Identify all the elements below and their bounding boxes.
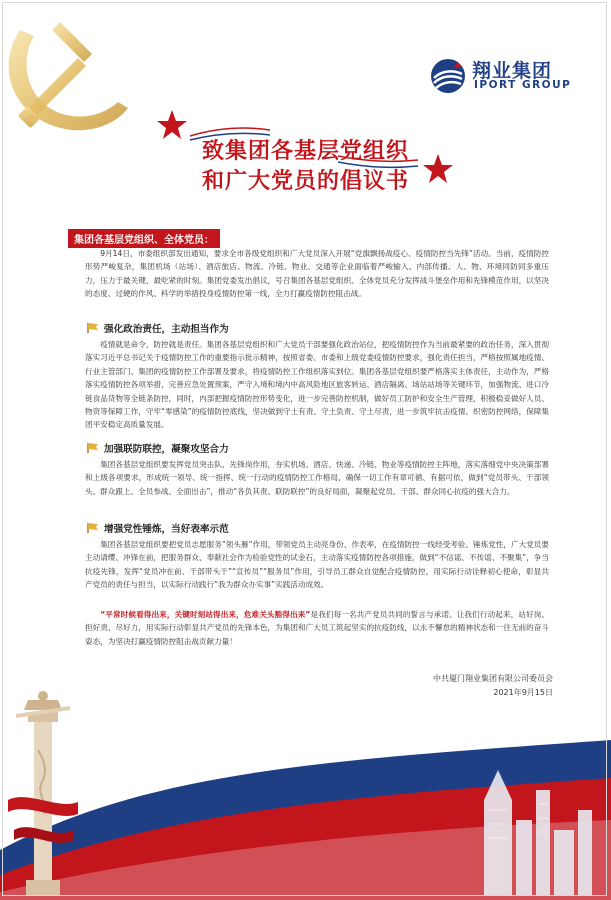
salutation-badge: 集团各基层党组织、全体党员： [68, 229, 220, 248]
intro-paragraph: 9月14日，市委组织部发出通知，要求全市各级党组织和广大党员深入开展“党旗飘扬战疫心、疫情防控当先锋”活动。当前，疫情防控形势严峻复杂，集团机场（站场）、酒店旅店、物流、冷链、物业、交通等企业面临着严峻输入、内部传播、人、物、环境同防同多重压力，压力于最关键、最吃紧的时刻。集团党委发出倡议，号召集团各基层党组织、全体党员充分发挥战斗堡垒作用和先锋模范作用，以坚决的态度、过硬的作风、科学的举措投身疫情防控第一线，全力打赢疫情防控阻击战。 [85, 249, 549, 299]
closing-body: 是我们每一名共产党员共同的誓言与承诺。让我们行动起来，站好岗、担好责、尽好力，用实际行动彰显共产党员的先锋本色，为集团和广大员工筑起坚实的抗疫防线，以永不懈怠的精神状态和一往无前的奋斗姿态，为坚决打赢疫情防控阻击战贡献力量！ [85, 610, 549, 646]
title-line-2: 和广大党员的倡议书 [201, 168, 409, 194]
section-3-heading [86, 521, 229, 535]
section-3-body: 集团各基层党组织要把党员志愿服务“领头雁”作用，带领党员主动亮身份、作表率，在疫情防控一线经受考验、锤炼党性，广大党员要主动请缨、冲锋在前，把服务群众、奉献社会作为检验党性的试金石，主动落实疫情防控各项措施，做到“不信谣、不传谣、不聚集”，争当抗疫先锋，发挥“党员冲在前、干部带头干”“宣传员”“服务员”作用，引导员工群众自觉配合疫情防控，用实际行动诠释初心使命，彰显共产党员的责任与担当，以实际行动践行“我为群众办实事”实践活动成效。 [85, 540, 549, 590]
company-logo-icon [428, 56, 468, 96]
signature-date: 2021年9月15日 [493, 688, 553, 697]
party-emblem-icon [0, 12, 140, 142]
section-1-title: 强化政治责任，主动担当作为 [104, 324, 229, 335]
flag-icon [86, 522, 100, 534]
signature-org: 中共厦门翔业集团有限公司委员会 [433, 674, 553, 683]
company-logo [428, 54, 588, 98]
flag-icon [86, 322, 100, 334]
section-1-heading [86, 321, 229, 335]
signature-block [433, 672, 553, 700]
section-2-title: 加强联防联控，凝聚攻坚合力 [104, 444, 229, 455]
company-name-en: IPORT GROUP [474, 79, 572, 91]
section-2-body: 集团各基层党组织要发挥党员突击队、先锋岗作用，夯实机场、酒店、快递、冷链、物业等疫情防控主阵地，落实落细党中央决策部署和上级各项要求，形成统一领导、统一指挥、统一行动的疫情防控工作格局，确保一切工作有章可循、有据可依，做到“党员带头、干部领头、群众跟上、全员参战、全面出击”，推动“各负其责、联防联控”的良好局面，凝聚起党员、干部、群众同心抗疫的强大合力。 [85, 460, 549, 496]
flag-icon [86, 442, 100, 454]
section-1-body: 疫情就是命令，防控就是责任。集团各基层党组织和广大党员干部要强化政治站位，把疫情防控作为当前最紧要的政治任务，深入贯彻落实习近平总书记关于疫情防控工作的重要指示批示精神，按照省委、市委和上级党委疫情防控要求，强化责任担当，严格按照属地疫情、行业主管部门、集团的疫情防控工作部署及要求，将疫情防控工作组织落实到位。集团各基层党组织要严格落实主体责任，主动作为，严格落实疫情防控各项举措，完善应急处置预案，严守入境和境内中高风险地区旅客转运、酒店隔离、场站站场等关键环节，加强物流、进口冷链食品货物等全链条防控，同时，内部把握疫情防控形势变化，进一步完善防控机制，做好员工防护和安全生产管理，积极稳妥做好人员、物资等保障工作，守牢“零感染”的疫情防控底线，坚决做到守土有责、守土负责、守土尽责，进一步筑牢抗击疫情、织密防控网络，保障集团平安稳定高质量发展。 [85, 340, 549, 430]
document-title [0, 136, 611, 196]
section-3-title: 增强党性锤炼，当好表率示范 [104, 524, 229, 535]
huabiao-monument-icon [8, 690, 78, 896]
closing-highlight: “平常时候看得出来，关键时刻站得出来，危难关头豁得出来” [100, 610, 311, 619]
section-2-heading [86, 441, 229, 455]
city-skyline-icon [464, 760, 604, 896]
company-name: 翔业集团 [472, 60, 553, 82]
title-line-1: 致集团各基层党组织 [201, 138, 409, 164]
closing-paragraph [85, 608, 549, 648]
